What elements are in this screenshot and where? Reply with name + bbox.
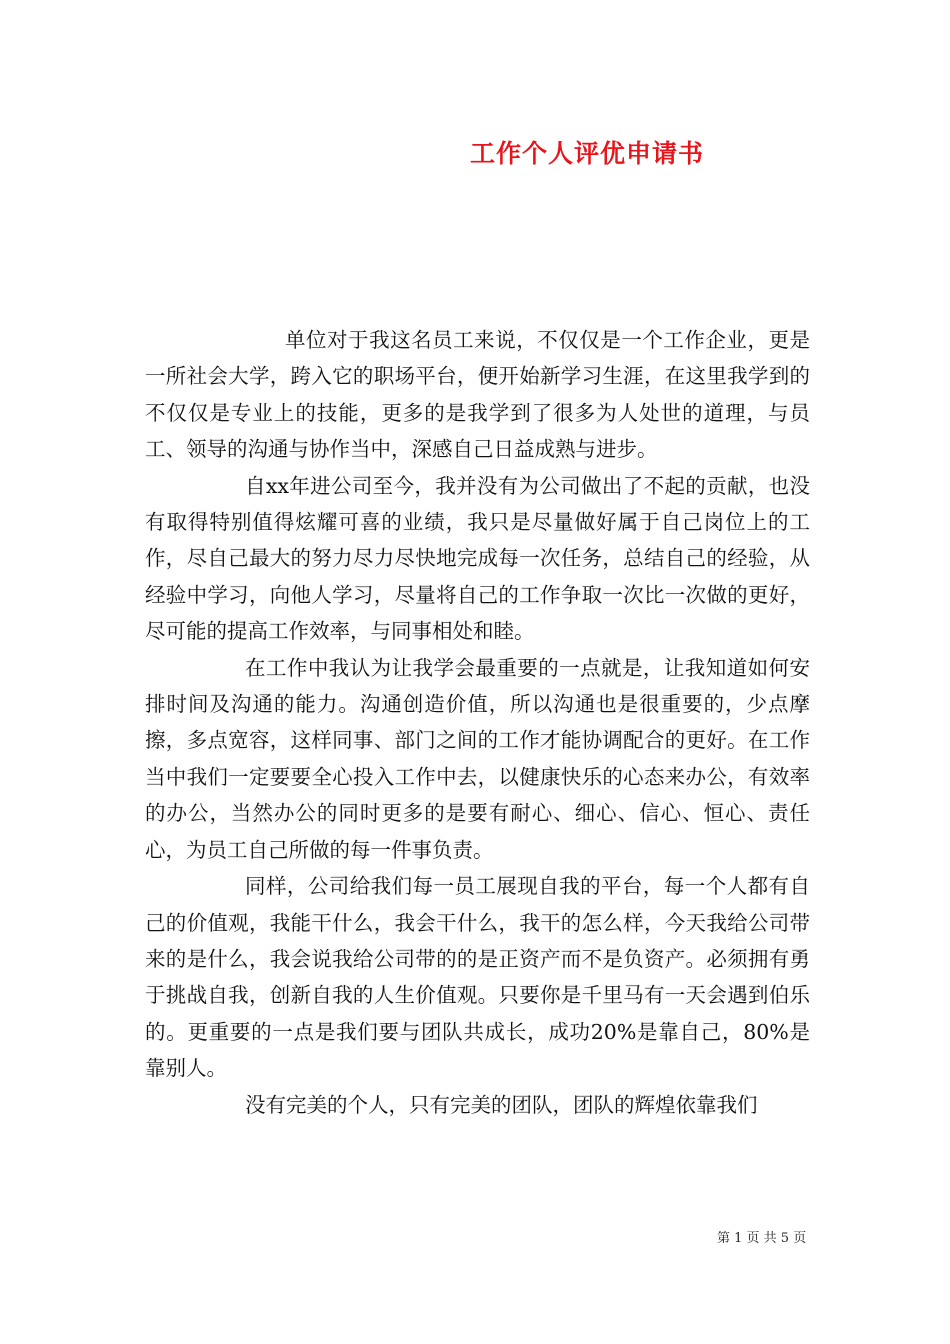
paragraph-2: 自xx年进公司至今，我并没有为公司做出了不起的贡献，也没有取得特别值得炫耀可喜的业绩，我只是尽量做好属于自己岗位上的工作，尽自己最大的努力尽力尽快地完成每一次任务，总结自己的经验，从经验中学习，向他人学习，尽量将自己的工作争取一次比一次做的更好，尽可能的提高工作效率，与同事相处和睦。 bbox=[145, 473, 810, 644]
page-number: 第 1 页 共 5 页 bbox=[717, 1231, 807, 1246]
paragraph-3: 在工作中我认为让我学会最重要的一点就是，让我知道如何安排时间及沟通的能力。沟通创造价值，所以沟通也是很重要的，少点摩擦，多点宽容，这样同事、部门之间的工作才能协调配合的更好。在工作当中我们一定要要全心投入工作中去，以健康快乐的心态来办公，有效率的办公，当然办公的同时更多的是要有耐心、细心、信心、恒心、责任心，为员工自己所做的每一件事负责。 bbox=[145, 655, 810, 862]
document-title: 工作个人评优申请书 bbox=[470, 139, 705, 168]
paragraph-4: 同样，公司给我们每一员工展现自我的平台，每一个人都有自己的价值观，我能干什么，我会干什么，我干的怎么样，今天我给公司带来的是什么，我会说我给公司带的的是正资产而不是负资产。必须拥有勇于挑战自我，创新自我的人生价值观。只要你是千里马有一天会遇到伯乐的。更重要的一点是我们要与团队共成长，成功20%是靠自己，80%是靠别人。 bbox=[145, 874, 810, 1081]
paragraph-5: 没有完美的个人，只有完美的团队，团队的辉煌依靠我们 bbox=[245, 1092, 758, 1117]
paragraph-1: 单位对于我这名员工来说，不仅仅是一个工作企业，更是一所社会大学，跨入它的职场平台，便开始新学习生涯，在这里我学到的不仅仅是专业上的技能，更多的是我学到了很多为人处世的道理，与员工、领导的沟通与协作当中，深感自己日益成熟与进步。 bbox=[145, 328, 810, 462]
document-body bbox=[145, 322, 810, 1123]
